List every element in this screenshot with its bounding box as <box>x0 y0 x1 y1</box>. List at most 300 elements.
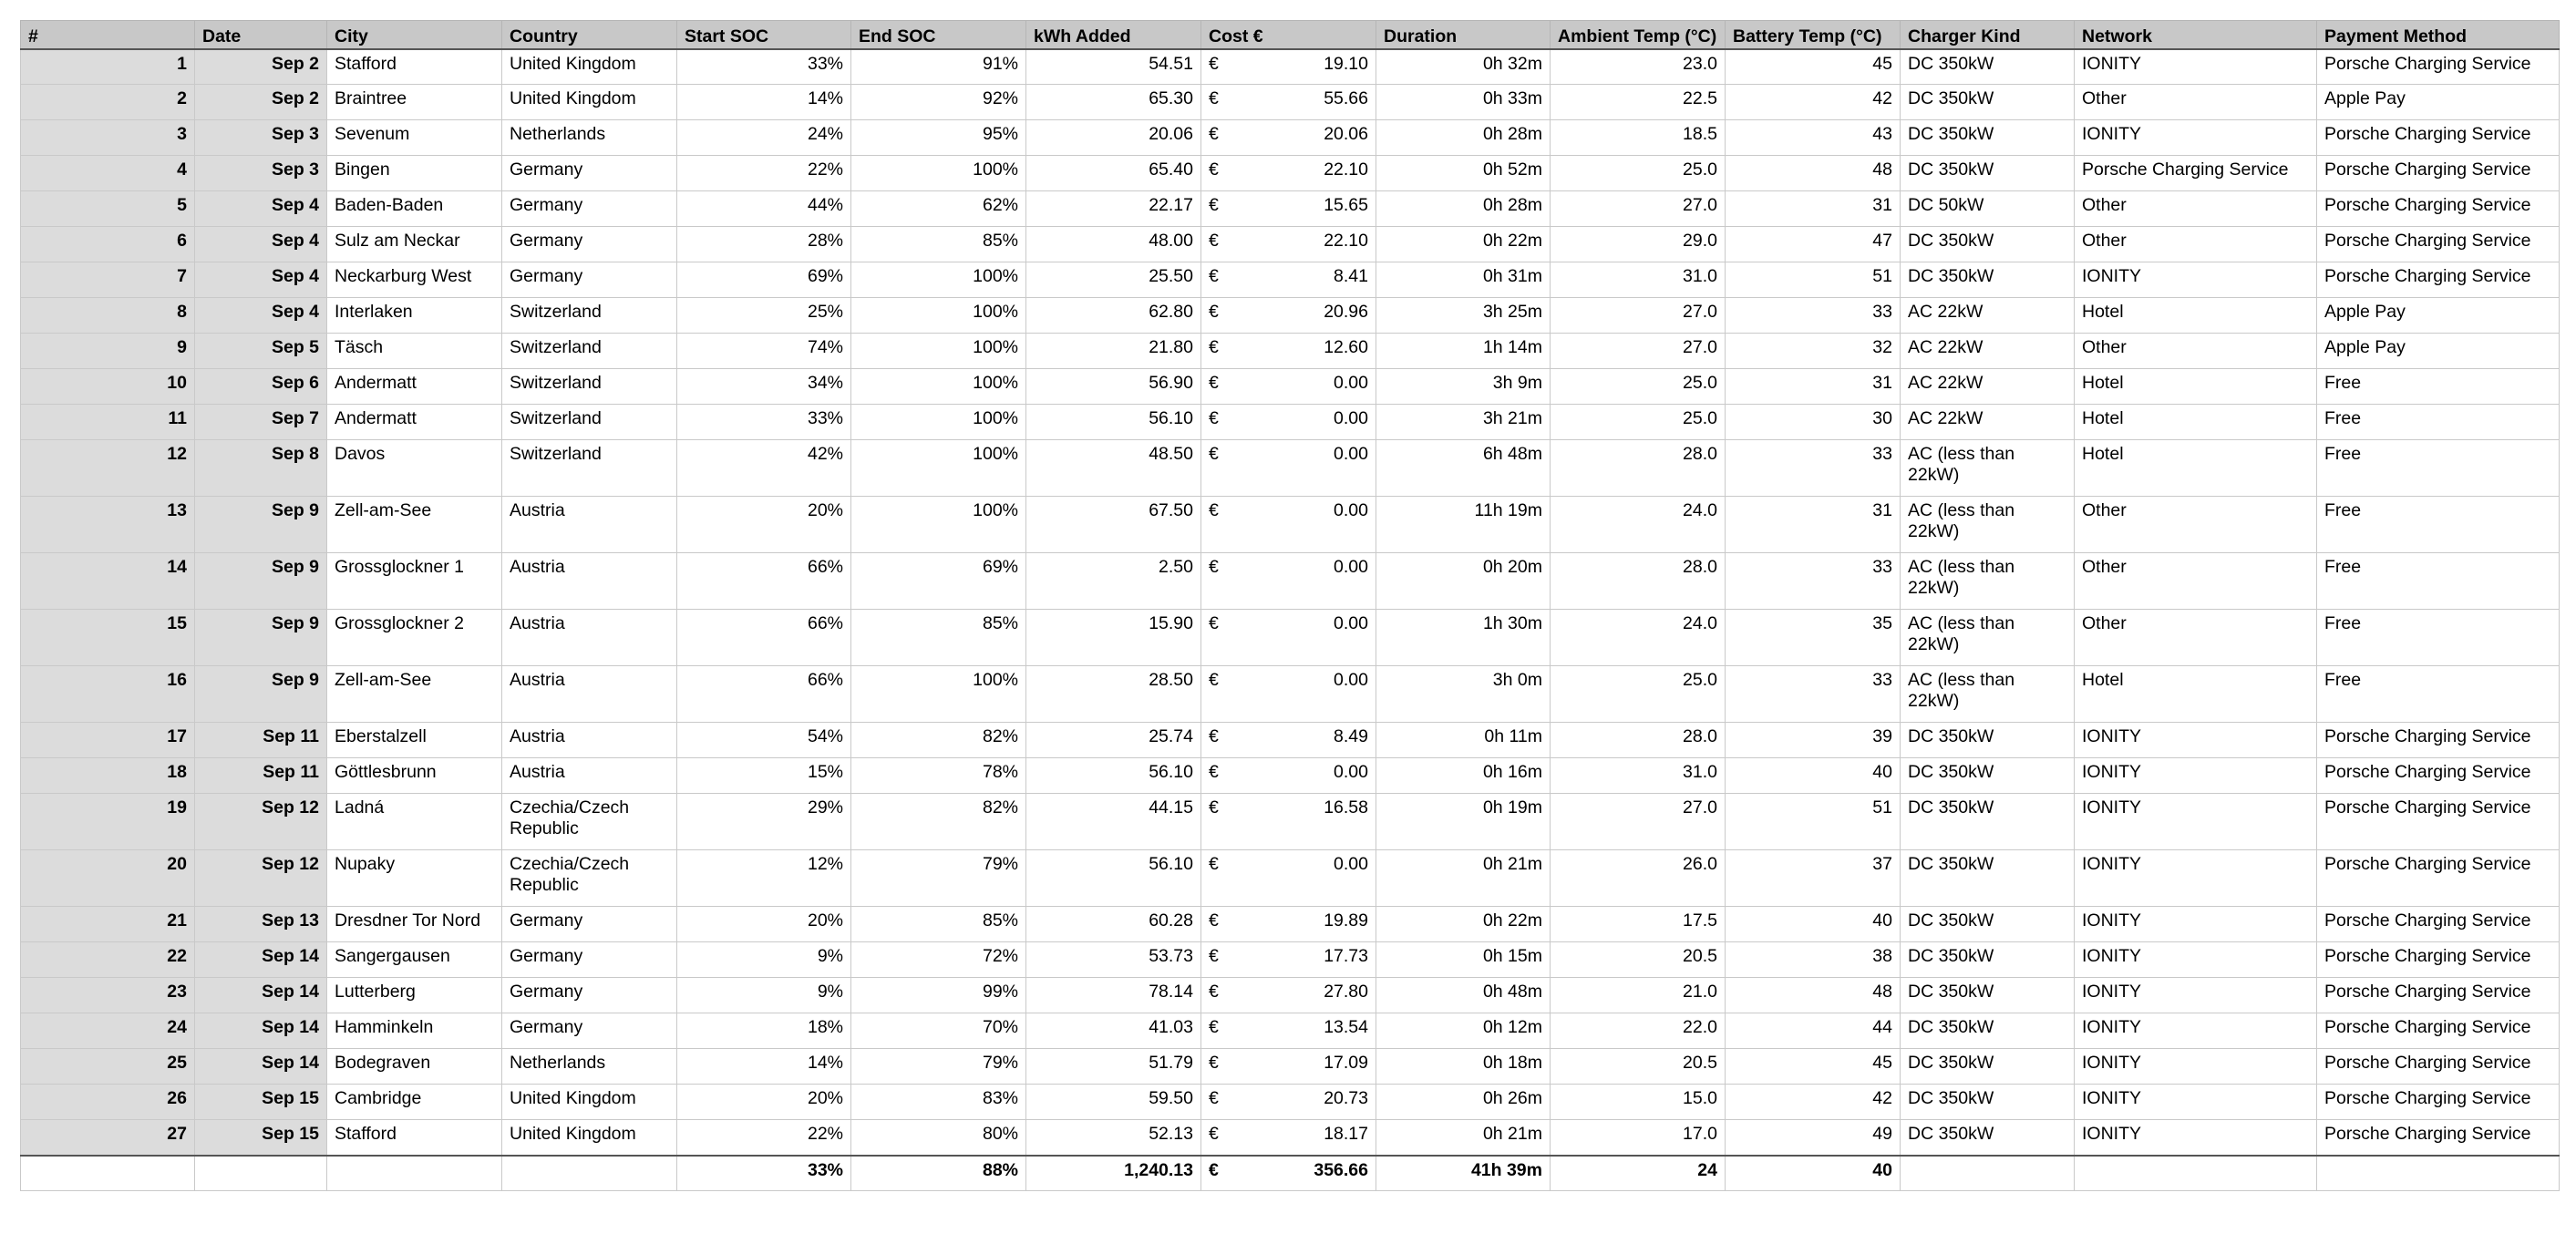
cell-kwh-added[interactable]: 78.14 <box>1026 978 1201 1013</box>
cell-battery-temp[interactable]: 31 <box>1726 191 1901 227</box>
cell-duration[interactable]: 0h 18m <box>1376 1049 1551 1085</box>
cell-date[interactable]: Sep 13 <box>195 907 327 942</box>
cell-ambient-temp[interactable]: 20.5 <box>1551 942 1726 978</box>
cell-index[interactable]: 8 <box>21 298 195 334</box>
cell-end-soc[interactable]: 79% <box>851 1049 1026 1085</box>
cell-country[interactable]: United Kingdom <box>502 49 677 85</box>
cell-city[interactable]: Cambridge <box>327 1085 502 1120</box>
cell-battery-temp[interactable]: 38 <box>1726 942 1901 978</box>
cell-battery-temp[interactable]: 51 <box>1726 794 1901 850</box>
cell-country[interactable]: United Kingdom <box>502 1120 677 1156</box>
cell-city[interactable]: Nupaky <box>327 850 502 907</box>
cell-country[interactable]: Netherlands <box>502 1049 677 1085</box>
cell-start-soc[interactable]: 15% <box>677 758 851 794</box>
cell-country[interactable]: Germany <box>502 227 677 262</box>
cell-kwh-added[interactable]: 56.10 <box>1026 405 1201 440</box>
cell-duration[interactable]: 0h 22m <box>1376 907 1551 942</box>
cell-network[interactable]: IONITY <box>2075 1085 2317 1120</box>
cell-network[interactable]: IONITY <box>2075 1049 2317 1085</box>
cell-country[interactable]: United Kingdom <box>502 85 677 120</box>
column-header-ambient-temp[interactable]: Ambient Temp (°C) <box>1551 21 1726 49</box>
cell-cost[interactable] <box>1201 942 1376 978</box>
cell-kwh-added[interactable]: 44.15 <box>1026 794 1201 850</box>
cell-index[interactable]: 24 <box>21 1013 195 1049</box>
cell-ambient-temp[interactable]: 25.0 <box>1551 369 1726 405</box>
cell-duration[interactable]: 0h 19m <box>1376 794 1551 850</box>
cell-cost[interactable] <box>1201 1085 1376 1120</box>
cell-kwh-added[interactable]: 52.13 <box>1026 1120 1201 1156</box>
cell-duration[interactable]: 11h 19m <box>1376 497 1551 553</box>
cell-charger-kind[interactable]: AC 22kW <box>1901 298 2075 334</box>
cell-start-soc[interactable]: 34% <box>677 369 851 405</box>
cell-duration[interactable]: 0h 33m <box>1376 85 1551 120</box>
cell-ambient-temp[interactable]: 28.0 <box>1551 723 1726 758</box>
cell-start-soc[interactable]: 28% <box>677 227 851 262</box>
cell-index[interactable]: 11 <box>21 405 195 440</box>
cell-battery-temp[interactable]: 33 <box>1726 553 1901 610</box>
cell-ambient-temp[interactable]: 25.0 <box>1551 666 1726 723</box>
cell-index[interactable]: 10 <box>21 369 195 405</box>
cell-end-soc[interactable]: 62% <box>851 191 1026 227</box>
cell-network[interactable]: Other <box>2075 610 2317 666</box>
cell-battery-temp[interactable]: 51 <box>1726 262 1901 298</box>
cell-index[interactable]: 26 <box>21 1085 195 1120</box>
cell-ambient-temp[interactable]: 15.0 <box>1551 1085 1726 1120</box>
cell-battery-temp[interactable]: 44 <box>1726 1013 1901 1049</box>
cell-network[interactable]: IONITY <box>2075 850 2317 907</box>
cell-index[interactable]: 27 <box>21 1120 195 1156</box>
cell-start-soc[interactable]: 20% <box>677 907 851 942</box>
cell-battery-temp[interactable]: 40 <box>1726 758 1901 794</box>
cell-country[interactable]: Czechia/Czech Republic <box>502 794 677 850</box>
cell-duration[interactable]: 0h 28m <box>1376 191 1551 227</box>
cell-payment-method[interactable]: Porsche Charging Service <box>2317 191 2560 227</box>
cell-end-soc[interactable]: 72% <box>851 942 1026 978</box>
cell-index[interactable]: 18 <box>21 758 195 794</box>
cell-kwh-added[interactable]: 25.74 <box>1026 723 1201 758</box>
cell-end-soc[interactable]: 92% <box>851 85 1026 120</box>
cell-city[interactable]: Andermatt <box>327 405 502 440</box>
cell-country[interactable]: Germany <box>502 978 677 1013</box>
cell-date[interactable]: Sep 14 <box>195 1013 327 1049</box>
cell-city[interactable]: Eberstalzell <box>327 723 502 758</box>
cell-charger-kind[interactable]: DC 350kW <box>1901 723 2075 758</box>
cell-charger-kind[interactable]: DC 350kW <box>1901 978 2075 1013</box>
cell-cost[interactable] <box>1201 85 1376 120</box>
cell-kwh-added[interactable]: 2.50 <box>1026 553 1201 610</box>
cell-payment-method[interactable]: Porsche Charging Service <box>2317 794 2560 850</box>
cell-index[interactable]: 7 <box>21 262 195 298</box>
cell-charger-kind[interactable]: DC 350kW <box>1901 227 2075 262</box>
cell-battery-temp[interactable]: 47 <box>1726 227 1901 262</box>
cell-kwh-added[interactable]: 25.50 <box>1026 262 1201 298</box>
cell-index[interactable]: 22 <box>21 942 195 978</box>
cell-payment-method[interactable]: Porsche Charging Service <box>2317 942 2560 978</box>
cell-cost[interactable] <box>1201 440 1376 497</box>
totals-cell-payment[interactable] <box>2317 1156 2560 1191</box>
cell-start-soc[interactable]: 66% <box>677 610 851 666</box>
cell-battery-temp[interactable]: 43 <box>1726 120 1901 156</box>
cell-duration[interactable]: 0h 32m <box>1376 49 1551 85</box>
cell-charger-kind[interactable]: DC 350kW <box>1901 942 2075 978</box>
cell-charger-kind[interactable]: AC (less than 22kW) <box>1901 666 2075 723</box>
cell-city[interactable]: Grossglockner 1 <box>327 553 502 610</box>
cell-cost[interactable] <box>1201 978 1376 1013</box>
cell-kwh-added[interactable]: 48.50 <box>1026 440 1201 497</box>
cell-ambient-temp[interactable]: 22.0 <box>1551 1013 1726 1049</box>
cell-charger-kind[interactable]: AC (less than 22kW) <box>1901 610 2075 666</box>
cell-city[interactable]: Bingen <box>327 156 502 191</box>
cell-country[interactable]: Germany <box>502 156 677 191</box>
cell-battery-temp[interactable]: 40 <box>1726 907 1901 942</box>
cell-date[interactable]: Sep 15 <box>195 1120 327 1156</box>
cell-start-soc[interactable]: 66% <box>677 666 851 723</box>
cell-duration[interactable]: 0h 31m <box>1376 262 1551 298</box>
cell-duration[interactable]: 3h 21m <box>1376 405 1551 440</box>
cell-cost[interactable] <box>1201 1049 1376 1085</box>
cell-duration[interactable]: 0h 21m <box>1376 850 1551 907</box>
cell-city[interactable]: Davos <box>327 440 502 497</box>
cell-city[interactable]: Stafford <box>327 49 502 85</box>
cell-cost[interactable] <box>1201 120 1376 156</box>
totals-cell-date[interactable] <box>195 1156 327 1191</box>
cell-cost[interactable] <box>1201 156 1376 191</box>
cell-charger-kind[interactable]: AC 22kW <box>1901 334 2075 369</box>
cell-start-soc[interactable]: 44% <box>677 191 851 227</box>
totals-start-soc[interactable]: 33% <box>677 1156 851 1191</box>
cell-payment-method[interactable]: Porsche Charging Service <box>2317 1049 2560 1085</box>
cell-ambient-temp[interactable]: 31.0 <box>1551 758 1726 794</box>
cell-duration[interactable]: 6h 48m <box>1376 440 1551 497</box>
cell-city[interactable]: Lutterberg <box>327 978 502 1013</box>
cell-end-soc[interactable]: 91% <box>851 49 1026 85</box>
cell-end-soc[interactable]: 100% <box>851 156 1026 191</box>
cell-date[interactable]: Sep 3 <box>195 120 327 156</box>
cell-payment-method[interactable]: Porsche Charging Service <box>2317 758 2560 794</box>
cell-ambient-temp[interactable]: 18.5 <box>1551 120 1726 156</box>
totals-cell-city[interactable] <box>327 1156 502 1191</box>
cell-date[interactable]: Sep 9 <box>195 497 327 553</box>
cell-cost[interactable] <box>1201 1120 1376 1156</box>
totals-cell-charger[interactable] <box>1901 1156 2075 1191</box>
cell-cost[interactable] <box>1201 405 1376 440</box>
cell-end-soc[interactable]: 69% <box>851 553 1026 610</box>
cell-country[interactable]: Austria <box>502 758 677 794</box>
cell-duration[interactable]: 0h 11m <box>1376 723 1551 758</box>
cell-payment-method[interactable]: Porsche Charging Service <box>2317 723 2560 758</box>
cell-kwh-added[interactable]: 67.50 <box>1026 497 1201 553</box>
cell-date[interactable]: Sep 14 <box>195 942 327 978</box>
cell-kwh-added[interactable]: 51.79 <box>1026 1049 1201 1085</box>
cell-ambient-temp[interactable]: 27.0 <box>1551 794 1726 850</box>
cell-ambient-temp[interactable]: 25.0 <box>1551 156 1726 191</box>
cell-city[interactable]: Täsch <box>327 334 502 369</box>
cell-duration[interactable]: 1h 30m <box>1376 610 1551 666</box>
cell-ambient-temp[interactable]: 22.5 <box>1551 85 1726 120</box>
cell-ambient-temp[interactable]: 26.0 <box>1551 850 1726 907</box>
cell-end-soc[interactable]: 85% <box>851 907 1026 942</box>
cell-payment-method[interactable]: Porsche Charging Service <box>2317 156 2560 191</box>
cell-duration[interactable]: 0h 20m <box>1376 553 1551 610</box>
cell-date[interactable]: Sep 14 <box>195 978 327 1013</box>
cell-network[interactable]: Other <box>2075 85 2317 120</box>
cell-charger-kind[interactable]: AC (less than 22kW) <box>1901 553 2075 610</box>
cell-city[interactable]: Interlaken <box>327 298 502 334</box>
cell-ambient-temp[interactable]: 28.0 <box>1551 440 1726 497</box>
cell-start-soc[interactable]: 29% <box>677 794 851 850</box>
cell-start-soc[interactable]: 42% <box>677 440 851 497</box>
cell-duration[interactable]: 0h 52m <box>1376 156 1551 191</box>
column-header-charger-kind[interactable]: Charger Kind <box>1901 21 2075 49</box>
cell-battery-temp[interactable]: 33 <box>1726 298 1901 334</box>
cell-start-soc[interactable]: 20% <box>677 497 851 553</box>
cell-start-soc[interactable]: 9% <box>677 942 851 978</box>
cell-city[interactable]: Andermatt <box>327 369 502 405</box>
column-header-kwh-added[interactable]: kWh Added <box>1026 21 1201 49</box>
cell-charger-kind[interactable]: DC 350kW <box>1901 1013 2075 1049</box>
cell-end-soc[interactable]: 100% <box>851 262 1026 298</box>
cell-date[interactable]: Sep 4 <box>195 191 327 227</box>
cell-payment-method[interactable]: Porsche Charging Service <box>2317 227 2560 262</box>
cell-network[interactable]: IONITY <box>2075 1120 2317 1156</box>
cell-ambient-temp[interactable]: 24.0 <box>1551 497 1726 553</box>
column-header-country[interactable]: Country <box>502 21 677 49</box>
cell-country[interactable]: Germany <box>502 1013 677 1049</box>
cell-ambient-temp[interactable]: 20.5 <box>1551 1049 1726 1085</box>
cell-end-soc[interactable]: 100% <box>851 298 1026 334</box>
cell-charger-kind[interactable]: AC 22kW <box>1901 369 2075 405</box>
cell-date[interactable]: Sep 9 <box>195 553 327 610</box>
cell-duration[interactable]: 0h 21m <box>1376 1120 1551 1156</box>
cell-charger-kind[interactable]: AC (less than 22kW) <box>1901 440 2075 497</box>
cell-start-soc[interactable]: 33% <box>677 405 851 440</box>
cell-cost[interactable] <box>1201 723 1376 758</box>
cell-charger-kind[interactable]: DC 350kW <box>1901 156 2075 191</box>
cell-battery-temp[interactable]: 39 <box>1726 723 1901 758</box>
cell-index[interactable]: 4 <box>21 156 195 191</box>
cell-charger-kind[interactable]: DC 350kW <box>1901 85 2075 120</box>
cell-date[interactable]: Sep 7 <box>195 405 327 440</box>
cell-ambient-temp[interactable]: 27.0 <box>1551 334 1726 369</box>
cell-duration[interactable]: 0h 15m <box>1376 942 1551 978</box>
cell-date[interactable]: Sep 3 <box>195 156 327 191</box>
cell-start-soc[interactable]: 12% <box>677 850 851 907</box>
cell-cost[interactable] <box>1201 666 1376 723</box>
cell-city[interactable]: Sevenum <box>327 120 502 156</box>
cell-kwh-added[interactable]: 56.90 <box>1026 369 1201 405</box>
cell-network[interactable]: Hotel <box>2075 298 2317 334</box>
totals-kwh-added[interactable]: 1,240.13 <box>1026 1156 1201 1191</box>
cell-network[interactable]: IONITY <box>2075 120 2317 156</box>
cell-kwh-added[interactable]: 56.10 <box>1026 850 1201 907</box>
cell-battery-temp[interactable]: 42 <box>1726 1085 1901 1120</box>
cell-kwh-added[interactable]: 15.90 <box>1026 610 1201 666</box>
cell-index[interactable]: 3 <box>21 120 195 156</box>
totals-cell-network[interactable] <box>2075 1156 2317 1191</box>
cell-start-soc[interactable]: 54% <box>677 723 851 758</box>
totals-ambient-temp[interactable]: 24 <box>1551 1156 1726 1191</box>
cell-duration[interactable]: 3h 25m <box>1376 298 1551 334</box>
cell-charger-kind[interactable]: AC (less than 22kW) <box>1901 497 2075 553</box>
cell-kwh-added[interactable]: 56.10 <box>1026 758 1201 794</box>
cell-kwh-added[interactable]: 65.40 <box>1026 156 1201 191</box>
cell-battery-temp[interactable]: 33 <box>1726 666 1901 723</box>
cell-battery-temp[interactable]: 31 <box>1726 497 1901 553</box>
cell-ambient-temp[interactable]: 25.0 <box>1551 405 1726 440</box>
cell-battery-temp[interactable]: 42 <box>1726 85 1901 120</box>
cell-index[interactable]: 16 <box>21 666 195 723</box>
totals-duration[interactable]: 41h 39m <box>1376 1156 1551 1191</box>
cell-payment-method[interactable]: Free <box>2317 610 2560 666</box>
cell-country[interactable]: Switzerland <box>502 298 677 334</box>
cell-duration[interactable]: 0h 12m <box>1376 1013 1551 1049</box>
cell-charger-kind[interactable]: DC 350kW <box>1901 49 2075 85</box>
cell-charger-kind[interactable]: DC 350kW <box>1901 1085 2075 1120</box>
column-header-network[interactable]: Network <box>2075 21 2317 49</box>
cell-ambient-temp[interactable]: 24.0 <box>1551 610 1726 666</box>
cell-kwh-added[interactable]: 54.51 <box>1026 49 1201 85</box>
cell-payment-method[interactable]: Porsche Charging Service <box>2317 1085 2560 1120</box>
column-header-date[interactable]: Date <box>195 21 327 49</box>
cell-index[interactable]: 13 <box>21 497 195 553</box>
cell-index[interactable]: 14 <box>21 553 195 610</box>
cell-end-soc[interactable]: 79% <box>851 850 1026 907</box>
cell-kwh-added[interactable]: 20.06 <box>1026 120 1201 156</box>
cell-city[interactable]: Braintree <box>327 85 502 120</box>
cell-charger-kind[interactable]: DC 350kW <box>1901 794 2075 850</box>
cell-payment-method[interactable]: Porsche Charging Service <box>2317 120 2560 156</box>
cell-end-soc[interactable]: 70% <box>851 1013 1026 1049</box>
cell-kwh-added[interactable]: 59.50 <box>1026 1085 1201 1120</box>
cell-country[interactable]: Germany <box>502 262 677 298</box>
cell-country[interactable]: Switzerland <box>502 440 677 497</box>
cell-date[interactable]: Sep 4 <box>195 262 327 298</box>
cell-city[interactable]: Bodegraven <box>327 1049 502 1085</box>
cell-start-soc[interactable]: 24% <box>677 120 851 156</box>
cell-city[interactable]: Stafford <box>327 1120 502 1156</box>
cell-index[interactable]: 17 <box>21 723 195 758</box>
cell-ambient-temp[interactable]: 23.0 <box>1551 49 1726 85</box>
cell-network[interactable]: Other <box>2075 553 2317 610</box>
cell-payment-method[interactable]: Apple Pay <box>2317 334 2560 369</box>
cell-index[interactable]: 21 <box>21 907 195 942</box>
totals-cell-country[interactable] <box>502 1156 677 1191</box>
cell-charger-kind[interactable]: DC 350kW <box>1901 758 2075 794</box>
column-header-start-soc[interactable]: Start SOC <box>677 21 851 49</box>
cell-index[interactable]: 1 <box>21 49 195 85</box>
cell-battery-temp[interactable]: 48 <box>1726 978 1901 1013</box>
cell-kwh-added[interactable]: 60.28 <box>1026 907 1201 942</box>
cell-start-soc[interactable]: 22% <box>677 1120 851 1156</box>
cell-battery-temp[interactable]: 31 <box>1726 369 1901 405</box>
cell-charger-kind[interactable]: DC 350kW <box>1901 907 2075 942</box>
cell-battery-temp[interactable]: 37 <box>1726 850 1901 907</box>
cell-date[interactable]: Sep 4 <box>195 227 327 262</box>
cell-city[interactable]: Göttlesbrunn <box>327 758 502 794</box>
cell-end-soc[interactable]: 100% <box>851 497 1026 553</box>
cell-date[interactable]: Sep 2 <box>195 49 327 85</box>
cell-date[interactable]: Sep 9 <box>195 610 327 666</box>
cell-battery-temp[interactable]: 48 <box>1726 156 1901 191</box>
cell-network[interactable]: Other <box>2075 334 2317 369</box>
cell-network[interactable]: IONITY <box>2075 758 2317 794</box>
cell-start-soc[interactable]: 22% <box>677 156 851 191</box>
column-header-end-soc[interactable]: End SOC <box>851 21 1026 49</box>
cell-payment-method[interactable]: Free <box>2317 440 2560 497</box>
cell-charger-kind[interactable]: DC 350kW <box>1901 1049 2075 1085</box>
cell-ambient-temp[interactable]: 27.0 <box>1551 191 1726 227</box>
cell-ambient-temp[interactable]: 28.0 <box>1551 553 1726 610</box>
cell-country[interactable]: Netherlands <box>502 120 677 156</box>
cell-ambient-temp[interactable]: 21.0 <box>1551 978 1726 1013</box>
cell-duration[interactable]: 0h 22m <box>1376 227 1551 262</box>
cell-network[interactable]: Hotel <box>2075 369 2317 405</box>
cell-date[interactable]: Sep 11 <box>195 723 327 758</box>
cell-cost[interactable] <box>1201 227 1376 262</box>
cell-date[interactable]: Sep 9 <box>195 666 327 723</box>
cell-country[interactable]: Austria <box>502 497 677 553</box>
cell-end-soc[interactable]: 82% <box>851 723 1026 758</box>
cell-date[interactable]: Sep 5 <box>195 334 327 369</box>
cell-city[interactable]: Zell-am-See <box>327 497 502 553</box>
cell-kwh-added[interactable]: 22.17 <box>1026 191 1201 227</box>
totals-cell-idx[interactable] <box>21 1156 195 1191</box>
cell-country[interactable]: Austria <box>502 666 677 723</box>
cell-battery-temp[interactable]: 32 <box>1726 334 1901 369</box>
cell-end-soc[interactable]: 78% <box>851 758 1026 794</box>
cell-duration[interactable]: 0h 48m <box>1376 978 1551 1013</box>
cell-end-soc[interactable]: 99% <box>851 978 1026 1013</box>
cell-cost[interactable] <box>1201 758 1376 794</box>
cell-payment-method[interactable]: Apple Pay <box>2317 298 2560 334</box>
cell-battery-temp[interactable]: 45 <box>1726 49 1901 85</box>
cell-charger-kind[interactable]: AC 22kW <box>1901 405 2075 440</box>
cell-city[interactable]: Hamminkeln <box>327 1013 502 1049</box>
cell-payment-method[interactable]: Porsche Charging Service <box>2317 907 2560 942</box>
cell-kwh-added[interactable]: 21.80 <box>1026 334 1201 369</box>
cell-network[interactable]: IONITY <box>2075 49 2317 85</box>
cell-country[interactable]: Germany <box>502 907 677 942</box>
cell-network[interactable]: Other <box>2075 497 2317 553</box>
cell-duration[interactable]: 3h 9m <box>1376 369 1551 405</box>
cell-index[interactable]: 20 <box>21 850 195 907</box>
cell-start-soc[interactable]: 18% <box>677 1013 851 1049</box>
cell-payment-method[interactable]: Porsche Charging Service <box>2317 262 2560 298</box>
cell-payment-method[interactable]: Apple Pay <box>2317 85 2560 120</box>
cell-date[interactable]: Sep 8 <box>195 440 327 497</box>
cell-cost[interactable] <box>1201 191 1376 227</box>
totals-battery-temp[interactable]: 40 <box>1726 1156 1901 1191</box>
cell-date[interactable]: Sep 2 <box>195 85 327 120</box>
cell-date[interactable]: Sep 11 <box>195 758 327 794</box>
cell-start-soc[interactable]: 20% <box>677 1085 851 1120</box>
column-header-payment-method[interactable]: Payment Method <box>2317 21 2560 49</box>
cell-charger-kind[interactable]: DC 50kW <box>1901 191 2075 227</box>
cell-start-soc[interactable]: 14% <box>677 85 851 120</box>
cell-index[interactable]: 25 <box>21 1049 195 1085</box>
cell-start-soc[interactable]: 25% <box>677 298 851 334</box>
cell-battery-temp[interactable]: 45 <box>1726 1049 1901 1085</box>
cell-cost[interactable] <box>1201 1013 1376 1049</box>
cell-city[interactable]: Baden-Baden <box>327 191 502 227</box>
cell-duration[interactable]: 0h 28m <box>1376 120 1551 156</box>
cell-index[interactable]: 12 <box>21 440 195 497</box>
cell-network[interactable]: Other <box>2075 191 2317 227</box>
cell-cost[interactable] <box>1201 907 1376 942</box>
cell-payment-method[interactable]: Free <box>2317 497 2560 553</box>
cell-index[interactable]: 9 <box>21 334 195 369</box>
cell-cost[interactable] <box>1201 334 1376 369</box>
